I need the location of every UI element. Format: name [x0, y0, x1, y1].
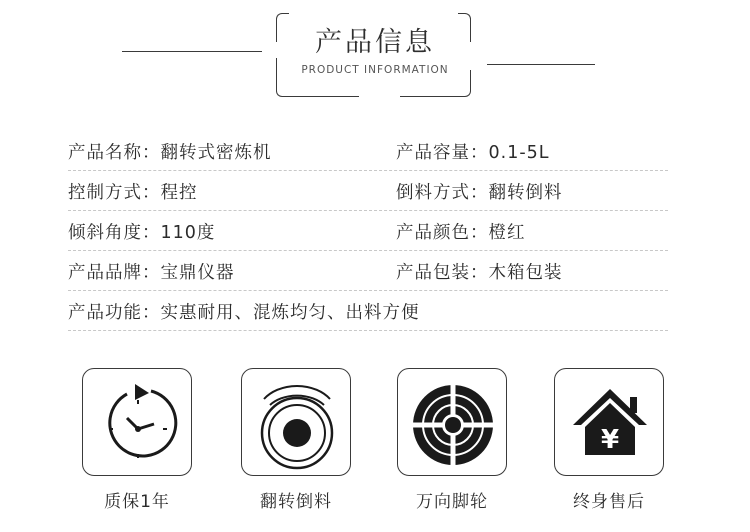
feature-label: 质保1年	[104, 492, 170, 512]
spec-row	[68, 210, 668, 251]
spec-row	[68, 290, 668, 331]
spec-row	[68, 170, 668, 211]
feature-card-caster	[397, 368, 507, 476]
feature-card-service	[554, 368, 664, 476]
header-left-line	[122, 51, 262, 52]
spec-left: 产品功能：实惠耐用、混炼均匀、出料方便	[68, 303, 420, 323]
spec-right: 产品容量：0.1-5L	[396, 143, 550, 163]
feature-card-warranty	[82, 368, 192, 476]
spec-row	[68, 250, 668, 291]
feature-label: 万向脚轮	[416, 492, 488, 512]
clock-refresh-icon	[83, 369, 193, 477]
svg-text:¥: ¥	[600, 425, 620, 455]
page-title: 产品信息	[315, 27, 435, 58]
spec-right: 倒料方式：翻转倒料	[396, 183, 563, 203]
feature-label: 翻转倒料	[260, 492, 332, 512]
feature-label: 终身售后	[573, 492, 645, 512]
spec-left: 产品品牌：宝鼎仪器	[68, 263, 235, 283]
rotating-drum-icon	[242, 369, 352, 477]
spec-right: 产品颜色：橙红	[396, 223, 526, 243]
caster-wheel-icon	[398, 369, 508, 477]
page-subtitle: PRODUCT INFORMATION	[301, 64, 449, 76]
house-yen-icon	[555, 369, 665, 477]
spec-row	[68, 130, 668, 171]
spec-right: 产品包装：木箱包装	[396, 263, 563, 283]
spec-left: 产品名称：翻转式密炼机	[68, 143, 272, 163]
spec-left: 倾斜角度：110度	[68, 223, 216, 243]
feature-card-tilt	[241, 368, 351, 476]
header-right-line	[487, 64, 595, 65]
spec-left: 控制方式：程控	[68, 183, 198, 203]
